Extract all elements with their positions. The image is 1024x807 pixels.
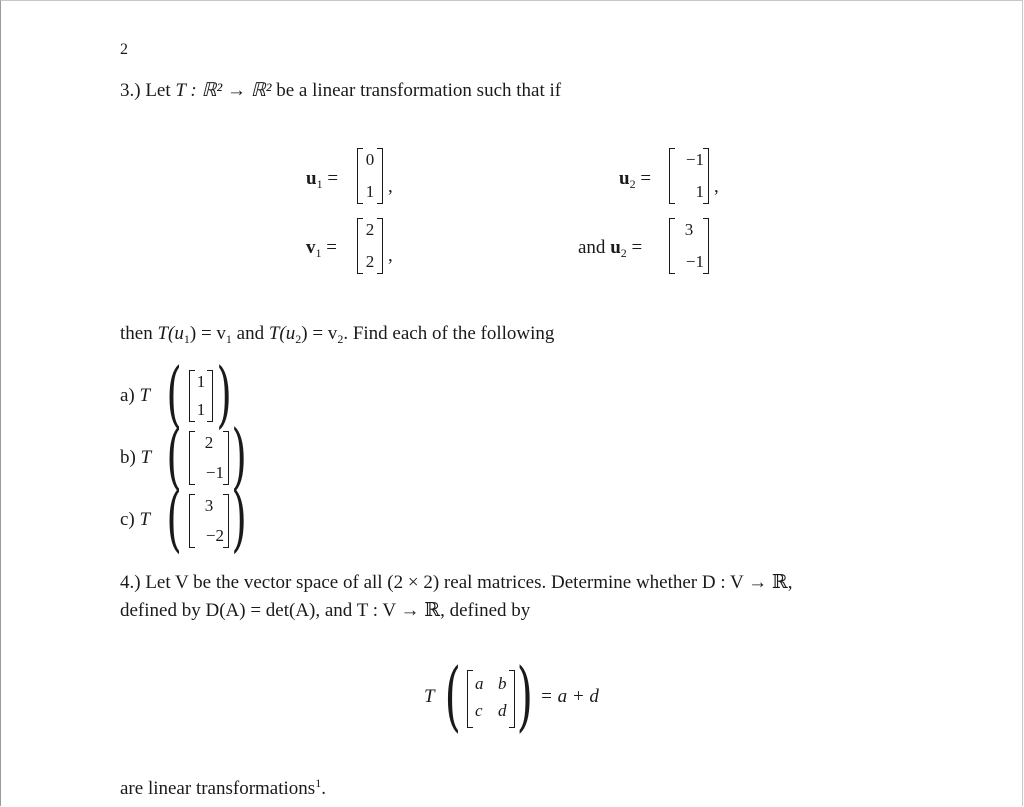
part-c-left-paren: ( [166,476,182,560]
v1-entry-1: 2 [365,220,375,239]
closing-text: are linear transformations$^1$. [120,776,326,799]
v2-vector [669,218,709,274]
part-a-entry-1: 1 [196,372,206,391]
u1-label: $u_1$ = [306,168,339,191]
then-statement: then $T(u_1) = v_1$ and $T(u_2) = v_2$. Find each of the following [120,323,555,346]
v2-entry-2: −1 [685,252,704,271]
part-b-vector [189,431,229,485]
u1-vector [357,148,383,204]
matrix-entry-b: b [498,674,507,693]
part-a-vector [189,370,213,422]
part-b-entry-1: 2 [204,433,214,452]
problem-3-statement [120,79,561,102]
problem-3-label: 3.) [120,80,141,101]
u2-comma: , [714,176,719,197]
v2-label: and $u_2$ = [578,237,643,260]
v2-entry-1: 3 [684,220,694,239]
problem-4-label: 4.) [120,572,141,593]
display-right-paren: ) [516,651,533,740]
part-a-right-paren: ) [216,352,232,436]
matrix-entry-c: c [475,701,483,720]
u1-comma: , [388,176,393,197]
part-c-right-paren: ) [231,476,247,560]
v1-vector [357,218,383,274]
part-b-left-paren: ( [166,414,182,498]
u2-entry-1: −1 [685,150,704,169]
problem-4-text-1: Let V be the vector space of all (2 × 2) real matrices. Determine whether D : V → ℝ, [145,572,793,593]
part-a-left-paren: ( [166,352,182,436]
u2-label: $u_2$ = [619,168,652,191]
display-matrix [467,670,515,728]
part-a-label: a) T [120,385,151,406]
display-result: = a + d [540,686,599,707]
display-left-paren: ( [444,651,461,740]
page-number: 2 [120,41,128,58]
u2-entry-2: 1 [695,182,704,201]
v1-label: $v_1$ = [306,237,337,260]
matrix-entry-d: d [498,701,507,720]
display-operator: T [424,686,435,707]
part-c-vector [189,494,229,548]
u1-entry-2: 1 [365,182,375,201]
v1-comma: , [388,245,393,266]
part-a-entry-2: 1 [196,400,206,419]
intro-rest: be a linear transformation such that if [276,80,562,101]
v1-entry-2: 2 [365,252,375,271]
u1-entry-1: 0 [365,150,375,169]
part-c-entry-2: −2 [205,526,224,545]
problem-4-line-1 [120,571,792,594]
map-notation: T : ℝ² → ℝ² [175,80,272,101]
part-c-label: c) T [120,509,151,530]
part-b-entry-2: −1 [205,463,224,482]
part-b-label: b) T [120,447,152,468]
problem-4-line-2: defined by D(A) = det(A), and T : V → ℝ, defined by [120,600,531,621]
u2-vector [669,148,709,204]
intro-let: Let [145,80,171,101]
footnote-mark: 1 [315,776,322,790]
part-b-right-paren: ) [231,414,247,498]
matrix-entry-a: a [475,674,484,693]
part-c-entry-1: 3 [204,496,214,515]
